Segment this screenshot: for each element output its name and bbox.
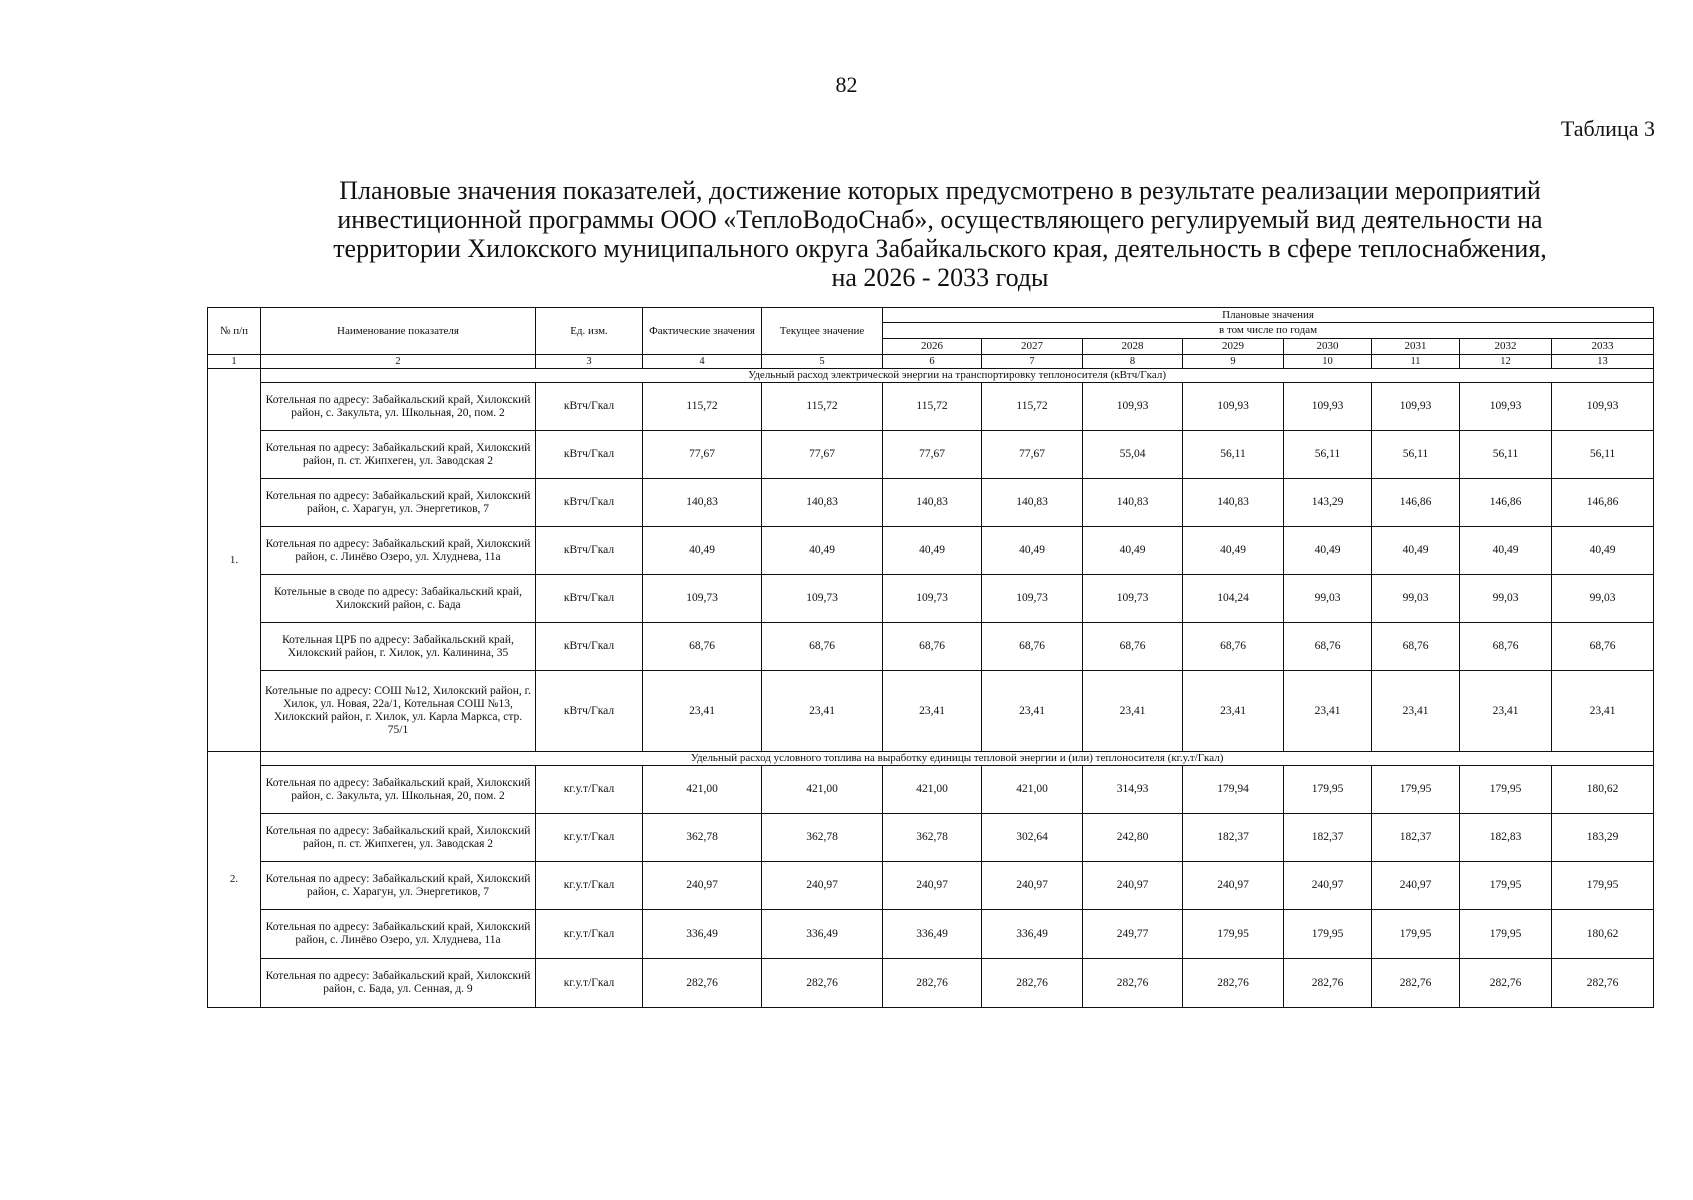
value-cell: 240,97 <box>1284 862 1372 910</box>
value-cell: 23,41 <box>1372 671 1460 752</box>
unit-cell: кВтч/Гкал <box>536 527 643 575</box>
column-number: 6 <box>883 355 982 369</box>
unit-cell: кВтч/Гкал <box>536 383 643 431</box>
value-cell: 56,11 <box>1183 431 1284 479</box>
header-year: 2026 <box>883 339 982 355</box>
value-cell: 77,67 <box>883 431 982 479</box>
table-row <box>208 959 1654 1008</box>
value-cell: 182,37 <box>1284 814 1372 862</box>
value-cell: 302,64 <box>982 814 1083 862</box>
value-cell: 109,73 <box>762 575 883 623</box>
value-cell: 180,62 <box>1552 766 1654 814</box>
value-cell: 109,93 <box>1372 383 1460 431</box>
document-title <box>240 176 1640 292</box>
value-cell: 40,49 <box>1284 527 1372 575</box>
value-cell: 77,67 <box>982 431 1083 479</box>
value-cell: 68,76 <box>1284 623 1372 671</box>
value-cell: 109,93 <box>1552 383 1654 431</box>
column-number: 1 <box>208 355 261 369</box>
value-cell: 109,93 <box>1284 383 1372 431</box>
unit-cell: кг.у.т/Гкал <box>536 910 643 959</box>
indicator-name: Котельная по адресу: Забайкальский край, Хилокский район, с. Харагун, ул. Энергетиков, 7 <box>261 862 536 910</box>
value-cell: 421,00 <box>643 766 762 814</box>
unit-cell: кВтч/Гкал <box>536 479 643 527</box>
column-number: 9 <box>1183 355 1284 369</box>
value-cell: 182,37 <box>1183 814 1284 862</box>
value-cell: 109,93 <box>1083 383 1183 431</box>
value-cell: 179,95 <box>1372 766 1460 814</box>
value-cell: 179,94 <box>1183 766 1284 814</box>
value-cell: 143,29 <box>1284 479 1372 527</box>
table-row <box>208 862 1654 910</box>
value-cell: 23,41 <box>883 671 982 752</box>
value-cell: 282,76 <box>1460 959 1552 1008</box>
value-cell: 179,95 <box>1552 862 1654 910</box>
value-cell: 104,24 <box>1183 575 1284 623</box>
value-cell: 68,76 <box>982 623 1083 671</box>
header-year: 2030 <box>1284 339 1372 355</box>
value-cell: 140,83 <box>762 479 883 527</box>
value-cell: 240,97 <box>643 862 762 910</box>
title-line: на 2026 - 2033 годы <box>831 263 1049 292</box>
value-cell: 115,72 <box>883 383 982 431</box>
unit-cell: кВтч/Гкал <box>536 623 643 671</box>
unit-cell: кг.у.т/Гкал <box>536 862 643 910</box>
value-cell: 336,49 <box>883 910 982 959</box>
column-number: 7 <box>982 355 1083 369</box>
unit-cell: кг.у.т/Гкал <box>536 766 643 814</box>
value-cell: 56,11 <box>1552 431 1654 479</box>
value-cell: 56,11 <box>1284 431 1372 479</box>
header-year: 2033 <box>1552 339 1654 355</box>
value-cell: 180,62 <box>1552 910 1654 959</box>
value-cell: 240,97 <box>1083 862 1183 910</box>
section-number: 2. <box>208 752 261 1008</box>
value-cell: 99,03 <box>1372 575 1460 623</box>
column-number: 8 <box>1083 355 1183 369</box>
value-cell: 115,72 <box>643 383 762 431</box>
table-row <box>208 910 1654 959</box>
indicators-table <box>207 307 1654 1008</box>
value-cell: 282,76 <box>883 959 982 1008</box>
indicator-name: Котельная по адресу: Забайкальский край, Хилокский район, п. ст. Жипхеген, ул. Заводская 2 <box>261 431 536 479</box>
value-cell: 23,41 <box>1083 671 1183 752</box>
value-cell: 282,76 <box>1083 959 1183 1008</box>
value-cell: 140,83 <box>1183 479 1284 527</box>
value-cell: 240,97 <box>1372 862 1460 910</box>
table-row <box>208 527 1654 575</box>
value-cell: 40,49 <box>883 527 982 575</box>
section-header-row <box>208 369 1654 383</box>
table-row <box>208 814 1654 862</box>
section-title: Удельный расход условного топлива на выработку единицы тепловой энергии и (или) теплоносителя (кг.у.т/Гкал) <box>261 752 1654 766</box>
value-cell: 140,83 <box>883 479 982 527</box>
value-cell: 40,49 <box>1552 527 1654 575</box>
value-cell: 179,95 <box>1460 910 1552 959</box>
title-line: Плановые значения показателей, достижение которых предусмотрено в результате реализации мероприятий <box>339 176 1541 205</box>
value-cell: 109,73 <box>643 575 762 623</box>
value-cell: 140,83 <box>982 479 1083 527</box>
indicator-name: Котельная по адресу: Забайкальский край, Хилокский район, с. Закульта, ул. Школьная, 20, пом. 2 <box>261 766 536 814</box>
value-cell: 242,80 <box>1083 814 1183 862</box>
column-number: 2 <box>261 355 536 369</box>
value-cell: 40,49 <box>1183 527 1284 575</box>
value-cell: 109,73 <box>1083 575 1183 623</box>
value-cell: 179,95 <box>1460 766 1552 814</box>
value-cell: 56,11 <box>1460 431 1552 479</box>
value-cell: 421,00 <box>883 766 982 814</box>
unit-cell: кг.у.т/Гкал <box>536 814 643 862</box>
value-cell: 23,41 <box>982 671 1083 752</box>
value-cell: 68,76 <box>643 623 762 671</box>
column-number: 10 <box>1284 355 1372 369</box>
unit-cell: кВтч/Гкал <box>536 671 643 752</box>
column-number: 11 <box>1372 355 1460 369</box>
value-cell: 146,86 <box>1460 479 1552 527</box>
value-cell: 99,03 <box>1460 575 1552 623</box>
value-cell: 23,41 <box>1284 671 1372 752</box>
value-cell: 55,04 <box>1083 431 1183 479</box>
value-cell: 40,49 <box>1460 527 1552 575</box>
table-label: Таблица 3 <box>1560 116 1655 141</box>
value-cell: 146,86 <box>1372 479 1460 527</box>
value-cell: 146,86 <box>1552 479 1654 527</box>
indicator-name: Котельная ЦРБ по адресу: Забайкальский край, Хилокский район, г. Хилок, ул. Калинина, 35 <box>261 623 536 671</box>
value-cell: 40,49 <box>762 527 883 575</box>
value-cell: 179,95 <box>1372 910 1460 959</box>
value-cell: 40,49 <box>643 527 762 575</box>
value-cell: 282,76 <box>1552 959 1654 1008</box>
value-cell: 109,73 <box>883 575 982 623</box>
table-row <box>208 623 1654 671</box>
value-cell: 282,76 <box>762 959 883 1008</box>
value-cell: 282,76 <box>1372 959 1460 1008</box>
value-cell: 336,49 <box>982 910 1083 959</box>
unit-cell: кг.у.т/Гкал <box>536 959 643 1008</box>
table-row <box>208 431 1654 479</box>
value-cell: 179,95 <box>1284 910 1372 959</box>
header-num: № п/п <box>208 308 261 355</box>
column-numbers-row <box>208 355 1654 369</box>
value-cell: 40,49 <box>1083 527 1183 575</box>
section-number: 1. <box>208 369 261 752</box>
column-number: 13 <box>1552 355 1654 369</box>
header-by-years: в том числе по годам <box>883 323 1654 339</box>
section-header-row <box>208 752 1654 766</box>
value-cell: 336,49 <box>762 910 883 959</box>
value-cell: 282,76 <box>643 959 762 1008</box>
indicator-name: Котельная по адресу: Забайкальский край, Хилокский район, с. Харагун, ул. Энергетиков, 7 <box>261 479 536 527</box>
value-cell: 362,78 <box>643 814 762 862</box>
header-name: Наименование показателя <box>261 308 536 355</box>
value-cell: 336,49 <box>643 910 762 959</box>
column-number: 3 <box>536 355 643 369</box>
indicator-name: Котельная по адресу: Забайкальский край, Хилокский район, п. ст. Жипхеген, ул. Заводская 2 <box>261 814 536 862</box>
value-cell: 68,76 <box>762 623 883 671</box>
header-planned: Плановые значения <box>883 308 1654 323</box>
value-cell: 68,76 <box>1552 623 1654 671</box>
value-cell: 115,72 <box>762 383 883 431</box>
value-cell: 183,29 <box>1552 814 1654 862</box>
value-cell: 240,97 <box>982 862 1083 910</box>
value-cell: 23,41 <box>643 671 762 752</box>
value-cell: 23,41 <box>762 671 883 752</box>
header-year: 2029 <box>1183 339 1284 355</box>
indicator-name: Котельные в своде по адресу: Забайкальский край, Хилокский район, с. Бада <box>261 575 536 623</box>
table-row <box>208 671 1654 752</box>
section-title: Удельный расход электрической энергии на транспортировку теплоносителя (кВтч/Гкал) <box>261 369 1654 383</box>
table-row <box>208 575 1654 623</box>
table-row <box>208 383 1654 431</box>
unit-cell: кВтч/Гкал <box>536 575 643 623</box>
value-cell: 282,76 <box>1284 959 1372 1008</box>
value-cell: 240,97 <box>762 862 883 910</box>
column-number: 5 <box>762 355 883 369</box>
value-cell: 68,76 <box>1183 623 1284 671</box>
title-line: территории Хилокского муниципального округа Забайкальского края, деятельность в сфере теплоснабжения, <box>333 234 1547 263</box>
value-cell: 179,95 <box>1460 862 1552 910</box>
value-cell: 68,76 <box>883 623 982 671</box>
value-cell: 140,83 <box>1083 479 1183 527</box>
value-cell: 68,76 <box>1372 623 1460 671</box>
value-cell: 362,78 <box>883 814 982 862</box>
value-cell: 77,67 <box>762 431 883 479</box>
value-cell: 109,93 <box>1183 383 1284 431</box>
header-year: 2031 <box>1372 339 1460 355</box>
value-cell: 99,03 <box>1284 575 1372 623</box>
value-cell: 314,93 <box>1083 766 1183 814</box>
value-cell: 68,76 <box>1083 623 1183 671</box>
value-cell: 115,72 <box>982 383 1083 431</box>
header-year: 2027 <box>982 339 1083 355</box>
value-cell: 23,41 <box>1552 671 1654 752</box>
value-cell: 23,41 <box>1183 671 1284 752</box>
value-cell: 140,83 <box>643 479 762 527</box>
column-number: 12 <box>1460 355 1552 369</box>
value-cell: 362,78 <box>762 814 883 862</box>
value-cell: 40,49 <box>982 527 1083 575</box>
value-cell: 421,00 <box>982 766 1083 814</box>
value-cell: 77,67 <box>643 431 762 479</box>
value-cell: 179,95 <box>1284 766 1372 814</box>
indicator-name: Котельная по адресу: Забайкальский край, Хилокский район, с. Линёво Озеро, ул. Хлуднева, 11а <box>261 527 536 575</box>
header-year: 2028 <box>1083 339 1183 355</box>
header-actual: Фактические значения <box>643 308 762 355</box>
indicator-name: Котельные по адресу: СОШ №12, Хилокский район, г. Хилок, ул. Новая, 22а/1, Котельная СОШ №13, Хилокский район, г. Хилок, ул. Карла Маркса, стр. 75/1 <box>261 671 536 752</box>
indicator-name: Котельная по адресу: Забайкальский край, Хилокский район, с. Линёво Озеро, ул. Хлуднева, 11а <box>261 910 536 959</box>
value-cell: 68,76 <box>1460 623 1552 671</box>
value-cell: 56,11 <box>1372 431 1460 479</box>
value-cell: 249,77 <box>1083 910 1183 959</box>
table-row <box>208 479 1654 527</box>
value-cell: 182,37 <box>1372 814 1460 862</box>
value-cell: 282,76 <box>982 959 1083 1008</box>
indicator-name: Котельная по адресу: Забайкальский край, Хилокский район, с. Бада, ул. Сенная, д. 9 <box>261 959 536 1008</box>
value-cell: 109,93 <box>1460 383 1552 431</box>
value-cell: 40,49 <box>1372 527 1460 575</box>
unit-cell: кВтч/Гкал <box>536 431 643 479</box>
value-cell: 109,73 <box>982 575 1083 623</box>
value-cell: 182,83 <box>1460 814 1552 862</box>
value-cell: 99,03 <box>1552 575 1654 623</box>
value-cell: 421,00 <box>762 766 883 814</box>
table-row <box>208 766 1654 814</box>
value-cell: 282,76 <box>1183 959 1284 1008</box>
value-cell: 240,97 <box>1183 862 1284 910</box>
value-cell: 23,41 <box>1460 671 1552 752</box>
header-unit: Ед. изм. <box>536 308 643 355</box>
indicator-name: Котельная по адресу: Забайкальский край, Хилокский район, с. Закульта, ул. Школьная, 20, пом. 2 <box>261 383 536 431</box>
page-number: 82 <box>835 72 858 97</box>
value-cell: 240,97 <box>883 862 982 910</box>
column-number: 4 <box>643 355 762 369</box>
value-cell: 179,95 <box>1183 910 1284 959</box>
title-line: инвестиционной программы ООО «ТеплоВодоСнаб», осуществляющего регулируемый вид деятельности на <box>337 205 1543 234</box>
header-year: 2032 <box>1460 339 1552 355</box>
header-current: Текущее значение <box>762 308 883 355</box>
